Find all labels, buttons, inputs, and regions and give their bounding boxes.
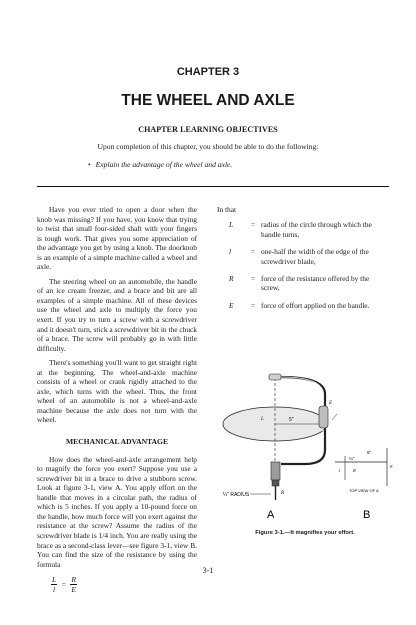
top-view-label: TOP VIEW OF A	[349, 488, 379, 493]
view-a-label: A	[267, 509, 275, 521]
definition-symbol: E	[229, 300, 234, 310]
b-l-label: l	[339, 468, 341, 473]
definition-equals: =	[250, 247, 256, 257]
definition-equals: =	[250, 220, 256, 230]
chapter-label: CHAPTER 3	[176, 66, 240, 78]
b-five-label: 5"	[367, 450, 372, 455]
five-inch-label: 5"	[289, 417, 294, 423]
body-paragraph: The steering wheel on an automobile, the handle of an ice cream freezer, and a brace and bit are all examples of a simple machine. All of these devices use the wheel and axle to multiply the force you exert. If you try to turn a screw with a screwdriver and it doesn't turn, stick a screwdriver bit in the chuck of a brace. The screw will probably go in with little difficulty.	[37, 276, 197, 353]
view-b-label: B	[363, 509, 371, 521]
bullet-icon: •	[88, 160, 91, 169]
definition-symbol: R	[229, 274, 234, 284]
formula-lhs-den: l	[53, 585, 56, 595]
objective-item	[88, 160, 232, 169]
definition-row	[217, 220, 389, 239]
brace-chuck	[271, 462, 280, 480]
definition-row	[217, 301, 389, 310]
brace-handle	[319, 406, 328, 428]
definition-text: one-half the width of the edge of the screwdriver blade,	[261, 247, 369, 266]
definition-equals: =	[250, 300, 256, 310]
effort-arrow	[332, 414, 337, 420]
body-paragraph: Have you ever tried to open a door when the knob was missing? If you have, you know that trying to twist that small four-sided shaft with your fingers is tough work. That gives you some appreciation of the advantage you get by using a knob. The doorknob is an example of a simple machine called a wheel and axle.	[37, 205, 197, 272]
chapter-title: THE WHEEL AND AXLE	[121, 92, 295, 109]
page-number: 3-1	[202, 566, 214, 575]
definition-symbol: l	[229, 247, 232, 257]
right-column	[217, 205, 389, 318]
definition-text: force of the resistance offered by the screw,	[261, 274, 370, 293]
body-paragraph: There's something you'll want to get straight right at the beginning. The wheel-and-axle machine consists of a wheel or crank rigidly attached to the axle, which turns with the wheel. Thus, the front wheel of an automobile is not a wheel-and-axle machine because the axle does not turn with the wheel.	[37, 358, 197, 425]
l-label-top: L	[261, 417, 264, 422]
b-quarter-label: ¼"	[349, 456, 355, 461]
definition-text: radius of the circle through which the handle turns,	[261, 220, 372, 239]
e-label: E	[329, 401, 333, 406]
formula-rhs-den: E	[71, 585, 76, 595]
b-r-label: R	[353, 468, 356, 473]
formula-rhs-num: R	[71, 575, 76, 585]
body-paragraph: How does the wheel-and-axle arrangement help to magnify the force you exert? Suppose you use a screwdriver bit in a brace to drive a stubborn screw. Look at figure 3-1, view A. You apply effort on the handle that moves in a circular path, the radius of which is 5 inches. If you apply a 10-pound force on the handle, how much force will you exert against the resistance at the screw? Assume the radius of the screwdriver blade is 1/4 inch. You are really using the brace as a second-class lever—see figure 3-1, view B. You can find the size of the resistance by using the formula	[37, 454, 197, 569]
definition-symbol: L	[229, 220, 234, 230]
brace-head	[269, 374, 281, 380]
figure-caption: Figure 3-1.—It magnifies your effort.	[255, 530, 355, 536]
formula-equals: =	[61, 579, 67, 589]
left-column	[37, 205, 197, 594]
definitions-intro: In that	[217, 205, 237, 214]
objective-text: Explain the advantage of the wheel and axle.	[95, 160, 233, 169]
formula-rhs	[70, 575, 77, 594]
definition-row	[217, 247, 389, 266]
formula-lhs-num: L	[52, 575, 57, 585]
formula-lhs	[51, 575, 57, 594]
definition-text: force of effort applied on the handle.	[261, 300, 370, 310]
b-e-label: E	[390, 464, 393, 469]
definition-row	[217, 274, 389, 293]
section-heading: MECHANICAL ADVANTAGE	[65, 437, 169, 447]
objectives-heading: CHAPTER LEARNING OBJECTIVES	[138, 125, 278, 134]
figure-brace-and-bit	[217, 368, 393, 528]
section-divider	[37, 186, 389, 187]
objectives-intro: Upon completion of this chapter, you should be able to do the following:	[97, 142, 319, 151]
definition-equals: =	[250, 274, 256, 284]
radius-label: ¼" RADIUS	[223, 492, 250, 498]
r-label: R	[281, 491, 285, 496]
chuck-jaw	[272, 480, 279, 486]
formula	[51, 575, 197, 594]
